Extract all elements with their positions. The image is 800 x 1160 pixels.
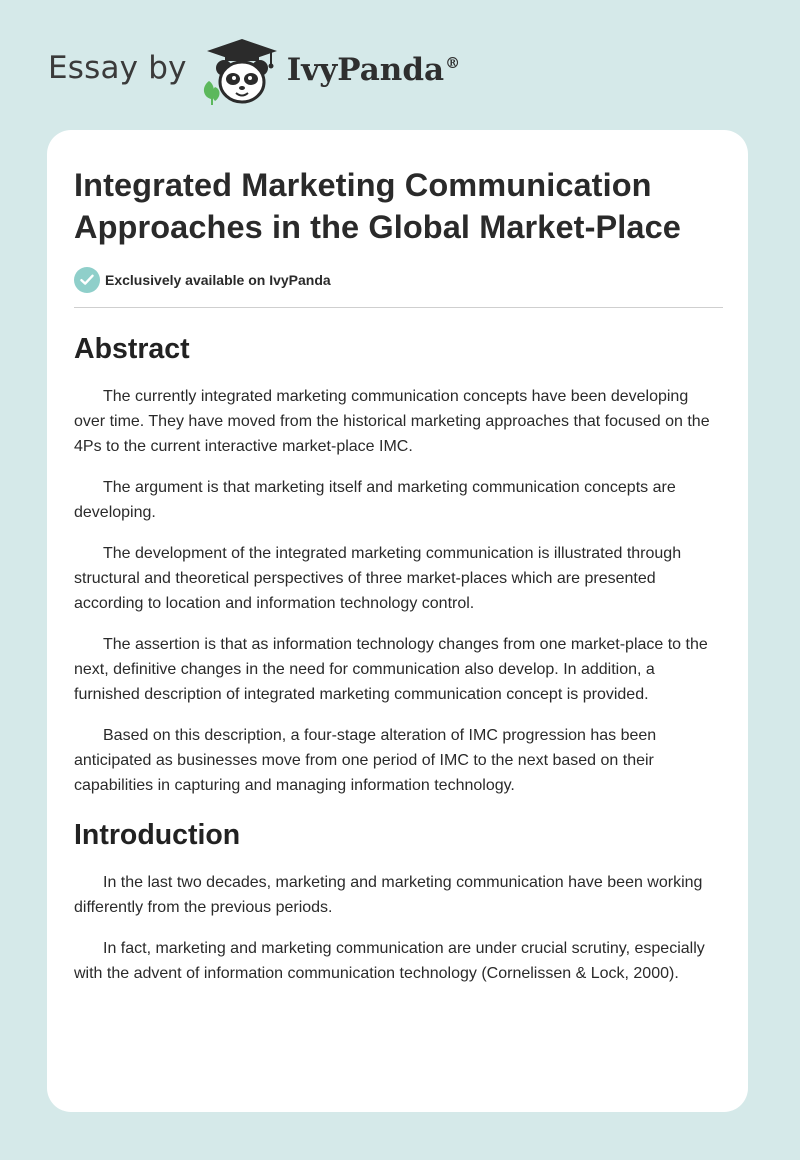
essay-title: [74, 164, 722, 248]
paragraph: The argument is that marketing itself and marketing communication concepts are developing.: [74, 479, 676, 521]
essay-by-label: Essay by: [48, 50, 187, 86]
exclusive-label: Exclusively available on IvyPanda: [105, 272, 331, 288]
panda-logo-icon[interactable]: [199, 35, 285, 107]
section-introduction: [74, 818, 722, 986]
exclusive-badge: [74, 266, 722, 294]
essay-card: [47, 130, 748, 1112]
brand-name[interactable]: IvyPanda®: [286, 52, 461, 88]
paragraph: The currently integrated marketing communication concepts have been developing over time. They have moved from the historical marketing approaches that focused on the 4Ps to the current interactive market-place IMC.: [74, 388, 710, 455]
section-heading-introduction: Introduction: [74, 819, 241, 851]
paragraph: The development of the integrated marketing communication is illustrated through structural and theoretical perspectives of three market-places which are presented according to location and information technology control.: [74, 545, 682, 612]
section-heading-abstract: Abstract: [74, 333, 190, 365]
check-circle-icon: [74, 267, 100, 293]
essay-title-line-2: Approaches in the Global Market-Place: [74, 209, 681, 245]
paragraph: In the last two decades, marketing and marketing communication have been working differently from the previous periods.: [74, 874, 703, 916]
paragraph: In fact, marketing and marketing communication are under crucial scrutiny, especially with the advent of information communication technology (Cornelissen & Lock, 2000).: [74, 940, 705, 982]
essay-title-line-1: Integrated Marketing Communication: [74, 167, 652, 203]
site-header: [48, 36, 460, 106]
section-abstract: [74, 332, 722, 798]
registered-mark: ®: [445, 54, 461, 72]
paragraph: Based on this description, a four-stage alteration of IMC progression has been anticipated as businesses move from one period of IMC to the next based on their capabilities in capturing and managing information technology.: [74, 727, 657, 794]
paragraph: The assertion is that as information technology changes from one market-place to the next, definitive changes in the need for communication also develop. In addition, a furnished description of integrated marketing communication concept is provided.: [74, 636, 708, 703]
divider: [74, 307, 723, 308]
